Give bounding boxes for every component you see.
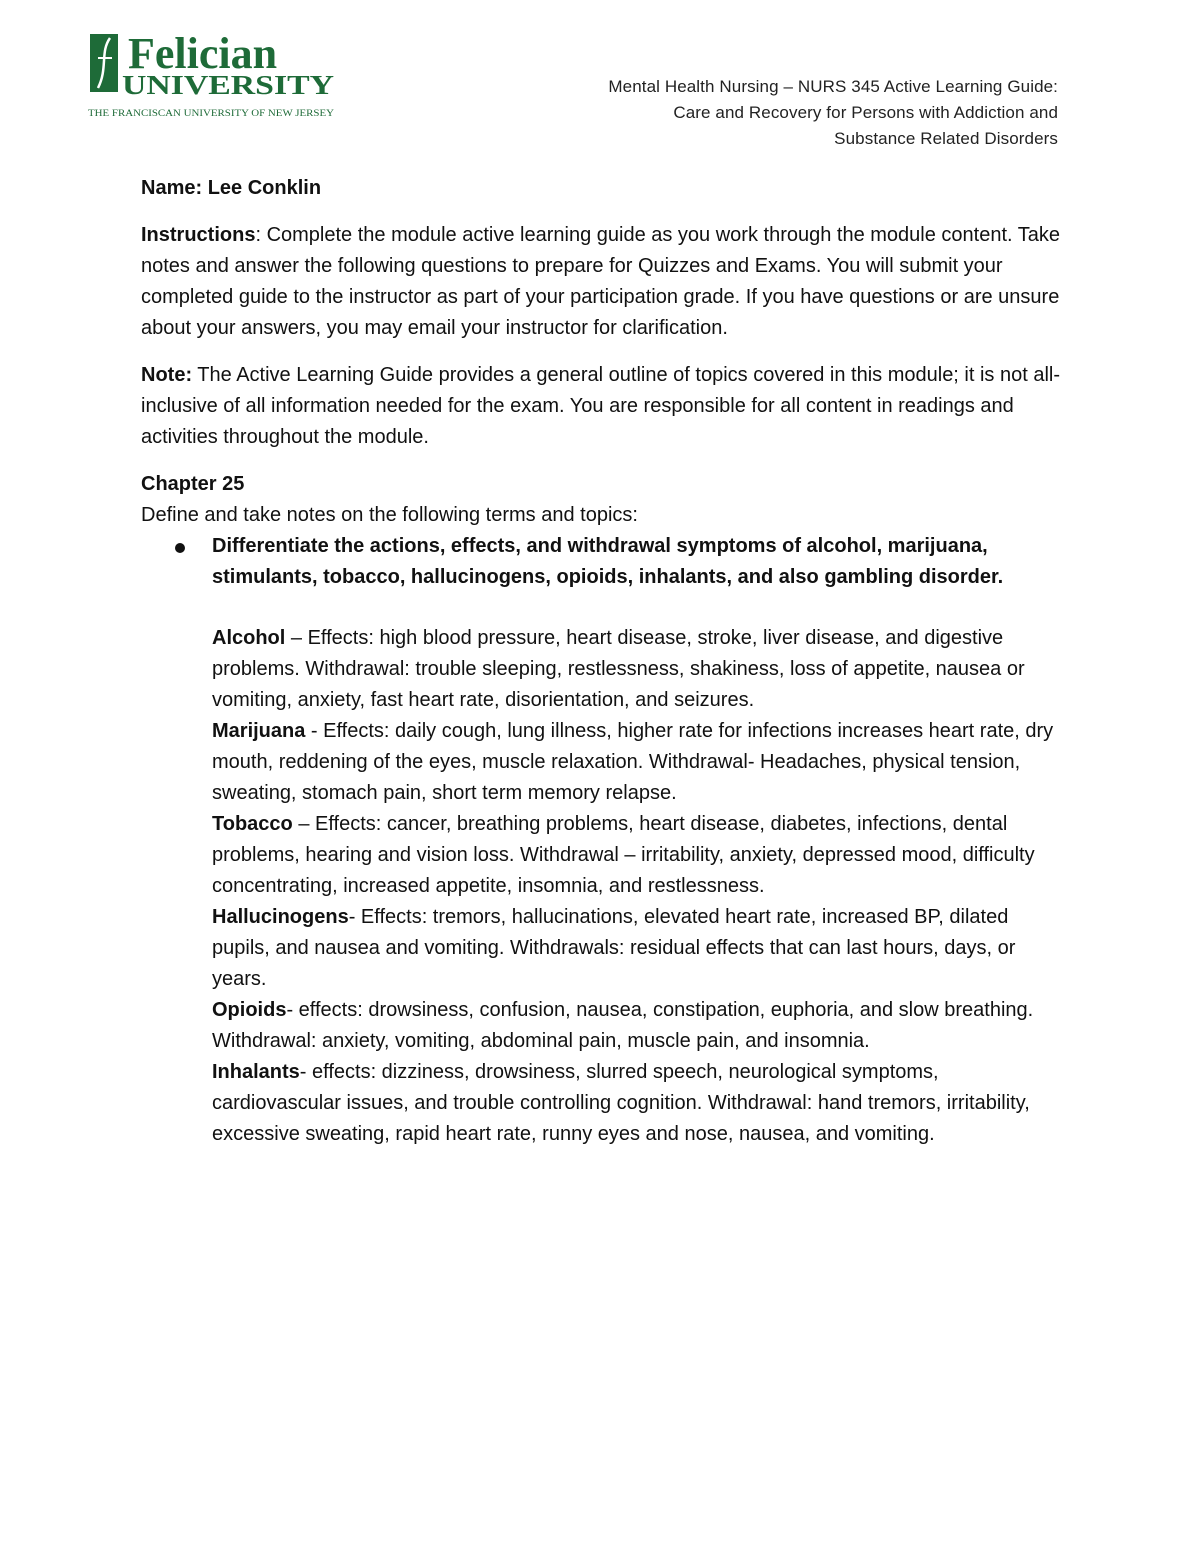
instructions-paragraph (141, 220, 1071, 344)
header-line-1: Mental Health Nursing – NURS 345 Active Learning Guide: (608, 77, 1058, 96)
term-text: – Effects: cancer, breathing problems, heart disease, diabetes, infections, dental problems, hearing and vision loss. Withdrawal – irritability, anxiety, depressed mood, difficulty concentrating, increased appetite, insomnia, and restlessness. (212, 813, 1035, 897)
header-line-2: Care and Recovery for Persons with Addiction and (673, 103, 1058, 122)
note-tobacco (212, 809, 1071, 902)
note-marijuana (212, 716, 1071, 809)
note-text: The Active Learning Guide provides a general outline of topics covered in this module; it is not all-inclusive of all information needed for the exam. You are responsible for all content in readings and activities throughout the module. (141, 364, 1061, 448)
header-line-3: Substance Related Disorders (834, 129, 1058, 148)
note-opioids (212, 995, 1071, 1057)
term-label: Alcohol (212, 627, 286, 649)
substance-notes (212, 623, 1071, 1150)
bullet-icon (175, 543, 185, 553)
logo-name: Felician (128, 29, 278, 78)
logo-graphic (88, 28, 338, 123)
document-body (141, 173, 1071, 1150)
instructions-text: : Complete the module active learning guide as you work through the module content. Take notes and answer the following questions to prepare for Quizzes and Exams. You will submit your completed guide to the instructor as part of your participation grade. If you have questions or are unsure about your answers, you may email your instructor for clarification. (141, 224, 1061, 339)
term-text: - effects: drowsiness, confusion, nausea, constipation, euphoria, and slow breathing. Withdrawal: anxiety, vomiting, abdominal pain, muscle pain, and insomnia. (212, 999, 1034, 1052)
term-label: Marijuana (212, 720, 306, 742)
term-text: - effects: dizziness, drowsiness, slurred speech, neurological symptoms, cardiovascular issues, and trouble controlling cognition. Withdrawal: hand tremors, irritability, excessive sweating, rapid heart rate, runny eyes and nose, nausea, and vomiting. (212, 1061, 1030, 1145)
term-text: – Effects: high blood pressure, heart disease, stroke, liver disease, and digestive problems. Withdrawal: trouble sleeping, restlessness, shakiness, loss of appetite, nausea or vomiting, anxiety, fast heart rate, disorientation, and seizures. (212, 627, 1025, 711)
term-text: - Effects: tremors, hallucinations, elevated heart rate, increased BP, dilated pupils, and nausea and vomiting. Withdrawals: residual effects that can last hours, days, or years. (212, 906, 1016, 990)
term-text: - Effects: daily cough, lung illness, higher rate for infections increases heart rate, dry mouth, reddening of the eyes, muscle relaxation. Withdrawal- Headaches, physical tension, sweating, stomach pain, short term memory relapse. (212, 720, 1054, 804)
chapter-title: Chapter 25 (141, 473, 245, 495)
chapter-intro: Define and take notes on the following terms and topics: (141, 504, 638, 526)
term-label: Hallucinogens (212, 906, 349, 928)
topic-list (141, 531, 1071, 1150)
document-header (498, 74, 1058, 152)
note-paragraph (141, 360, 1071, 453)
felician-university-logo (88, 28, 338, 123)
term-label: Tobacco (212, 813, 293, 835)
term-label: Inhalants (212, 1061, 300, 1083)
note-alcohol (212, 623, 1071, 716)
list-item (141, 531, 1071, 1150)
note-inhalants (212, 1057, 1071, 1150)
note-hallucinogens (212, 902, 1071, 995)
note-label: Note: (141, 364, 193, 386)
logo-tagline: THE FRANCISCAN UNIVERSITY OF NEW JERSEY (88, 109, 335, 119)
term-label: Opioids (212, 999, 287, 1021)
bullet-text: Differentiate the actions, effects, and withdrawal symptoms of alcohol, marijuana, stimulants, tobacco, hallucinogens, opioids, inhalants, and also gambling disorder. (212, 535, 1004, 588)
logo-university: UNIVERSITY (122, 70, 334, 100)
instructions-label: Instructions (141, 224, 256, 246)
student-name: Name: Lee Conklin (141, 177, 322, 199)
